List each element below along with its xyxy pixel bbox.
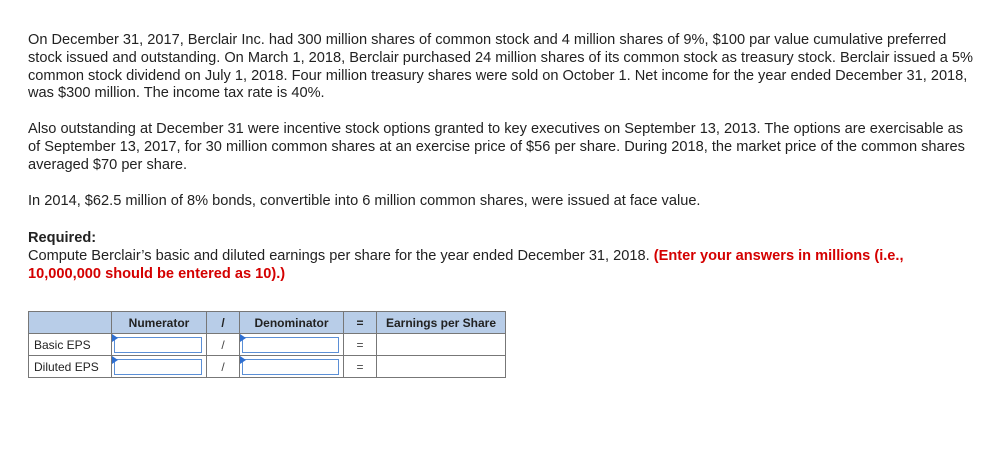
diluted-eps-denominator-cell xyxy=(240,356,344,378)
diluted-eps-divide: / xyxy=(207,356,240,378)
header-divide: / xyxy=(207,312,240,334)
input-flag-icon xyxy=(112,334,118,342)
diluted-eps-result xyxy=(377,356,506,378)
input-flag-icon xyxy=(112,356,118,364)
basic-eps-denominator-input[interactable] xyxy=(242,337,339,353)
table-row xyxy=(29,356,506,378)
diluted-eps-label: Diluted EPS xyxy=(29,356,112,378)
header-blank xyxy=(29,312,112,334)
problem-paragraph-1: On December 31, 2017, Berclair Inc. had 300 million shares of common stock and 4 million shares of 9%, $100 par value cumulative preferred stock issued and outstanding. On March 1, 2018, Berclair purchased 24 million shares of its common stock as treasury stock. Berclair issued a 5% common stock dividend on July 1, 2018. Four million treasury shares were sold on October 1. Net income for the year ended December 31, 2018, was $300 million. The income tax rate is 40%. xyxy=(28,32,973,102)
header-denominator: Denominator xyxy=(240,312,344,334)
input-flag-icon xyxy=(240,356,246,364)
basic-eps-equals: = xyxy=(344,334,377,356)
basic-eps-result xyxy=(377,334,506,356)
required-instructions xyxy=(28,248,978,284)
diluted-eps-equals: = xyxy=(344,356,377,378)
problem-paragraph-2: Also outstanding at December 31 were incentive stock options granted to key executives on September 13, 2013. The options are exercisable as of September 13, 2017, for 30 million common shares at an exercise price of $56 per share. During 2018, the market price of the common shares averaged $70 per share. xyxy=(28,121,965,173)
problem-content xyxy=(28,32,978,284)
problem-paragraph-3: In 2014, $62.5 million of 8% bonds, convertible into 6 million common shares, were issued at face value. xyxy=(28,192,701,209)
header-numerator: Numerator xyxy=(112,312,207,334)
diluted-eps-numerator-cell xyxy=(112,356,207,378)
eps-table-header xyxy=(29,312,506,334)
eps-table xyxy=(28,311,506,378)
diluted-eps-denominator-input[interactable] xyxy=(242,359,339,375)
basic-eps-label: Basic EPS xyxy=(29,334,112,356)
header-equals: = xyxy=(344,312,377,334)
basic-eps-numerator-input[interactable] xyxy=(114,337,202,353)
table-row xyxy=(29,334,506,356)
required-text: Compute Berclair’s basic and diluted earnings per share for the year ended December 31, 2018. xyxy=(28,248,654,265)
required-heading: Required: xyxy=(28,230,97,247)
basic-eps-denominator-cell xyxy=(240,334,344,356)
header-eps: Earnings per Share xyxy=(377,312,506,334)
input-flag-icon xyxy=(240,334,246,342)
basic-eps-numerator-cell xyxy=(112,334,207,356)
diluted-eps-numerator-input[interactable] xyxy=(114,359,202,375)
basic-eps-divide: / xyxy=(207,334,240,356)
entry-note: (Enter your answers in millions (i.e., 10,000,000 should be entered as 10).) xyxy=(28,248,904,282)
